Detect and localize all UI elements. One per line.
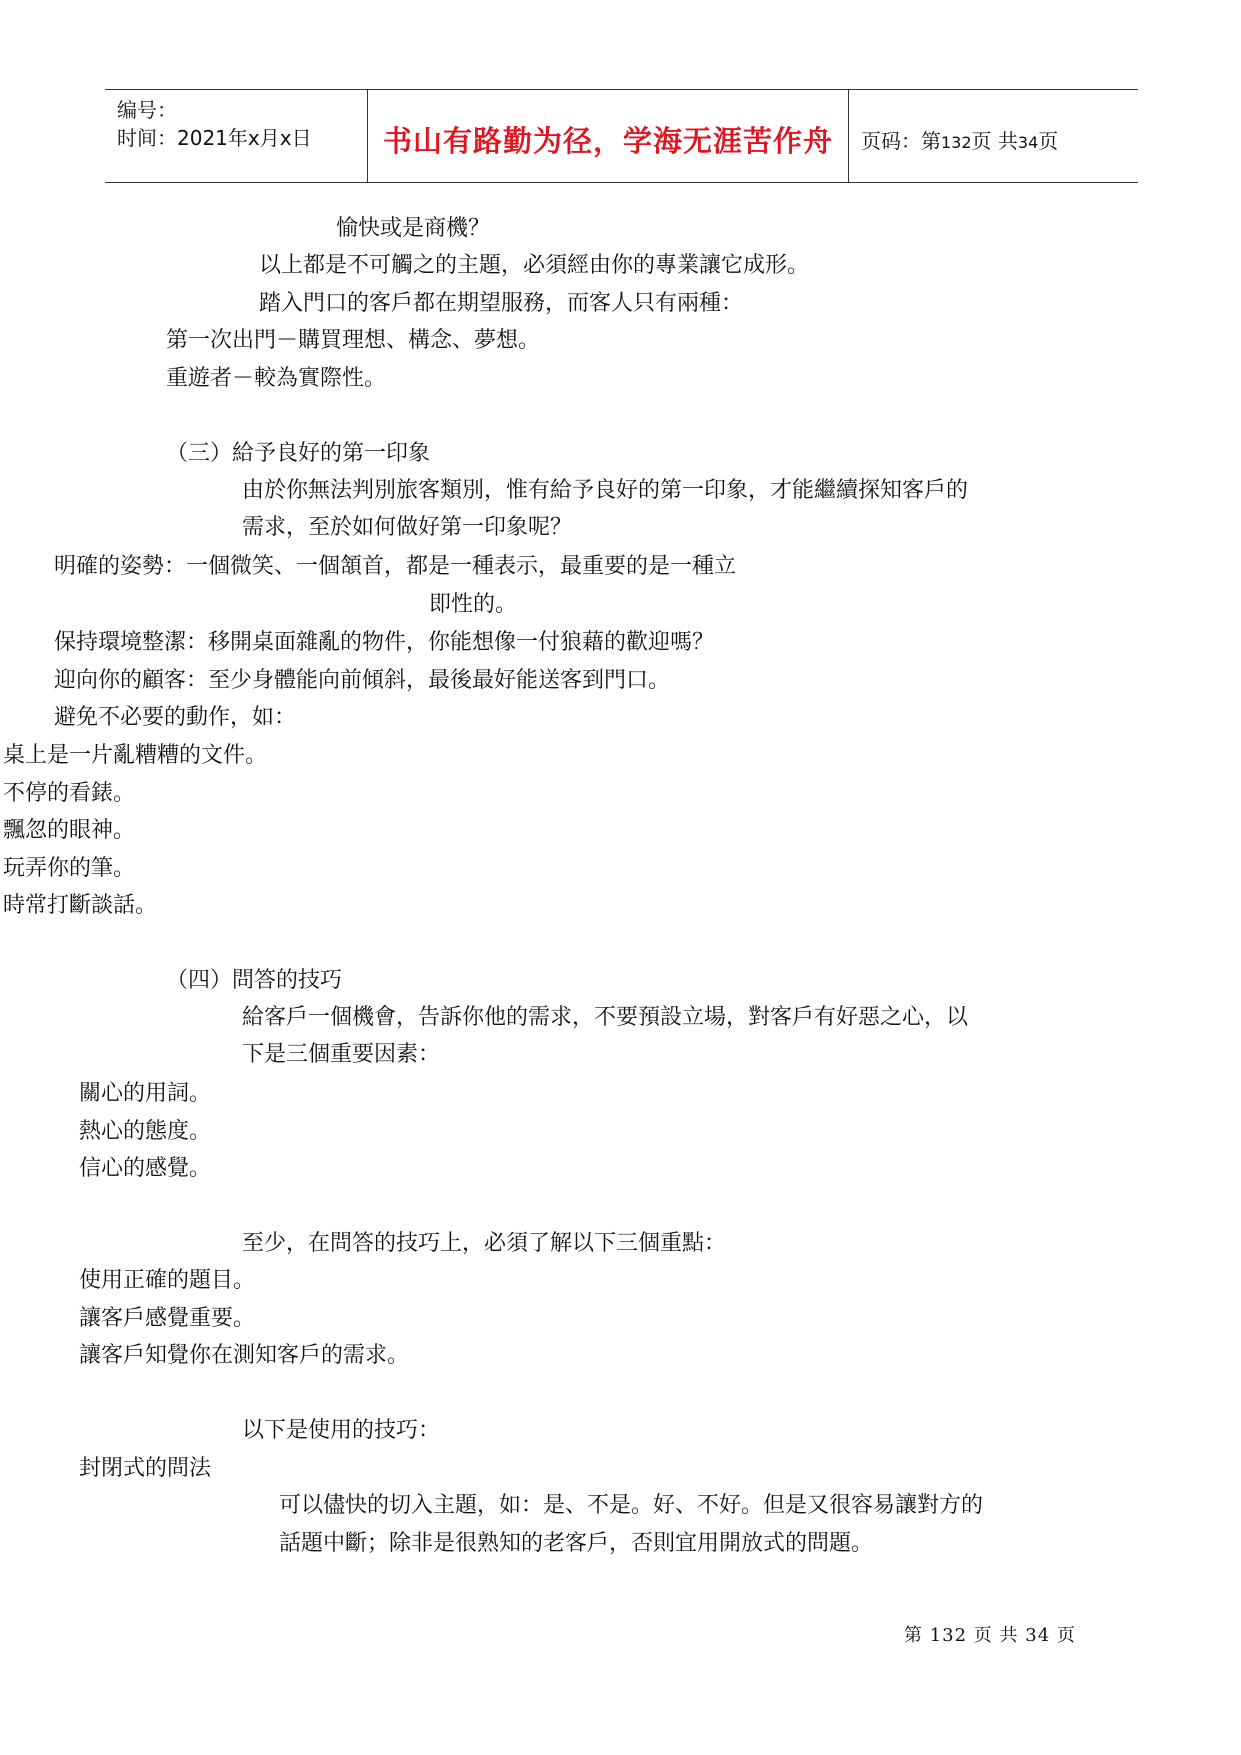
time-label: 时间：2021年x月x日	[117, 126, 312, 150]
body-line: 需求，至於如何做好第一印象呢？	[242, 515, 573, 540]
list-item: 封閉式的問法	[79, 1456, 212, 1481]
list-item: 熱心的態度。	[79, 1119, 212, 1144]
number-label: 编号：	[117, 98, 177, 122]
page-mid: 页 共	[971, 129, 1018, 153]
body-line: 重遊者－較為實際性。	[166, 366, 387, 391]
page-end: 页	[1038, 129, 1059, 153]
body-line: 以上都是不可觸之的主題，必須經由你的專業讓它成形。	[259, 253, 810, 278]
header-page-cell	[849, 90, 1138, 182]
page-number	[861, 125, 1058, 154]
body-line: 給客戶一個機會，告訴你他的需求，不要預設立場，對客戶有好惡之心，以	[242, 1005, 969, 1030]
body-line: 話題中斷；除非是很熟知的老客戶，否則宜用開放式的問題。	[279, 1531, 874, 1556]
body-line: 明確的姿勢：一個微笑、一個頷首，都是一種表示，最重要的是一種立	[54, 554, 737, 579]
list-item: 玩弄你的筆。	[3, 856, 136, 881]
page-label: 页码：第	[861, 129, 941, 153]
page-footer: 第 132 页 共 34 页	[904, 1625, 1076, 1646]
list-item: 飄忽的眼神。	[3, 818, 136, 843]
list-item: 關心的用詞。	[79, 1081, 212, 1106]
motto-text: 书山有路勤为径，学海无涯苦作舟	[382, 124, 833, 158]
body-line: 以下是使用的技巧：	[242, 1418, 441, 1443]
body-line: 下是三個重要因素：	[242, 1042, 441, 1067]
header-motto-cell	[368, 90, 849, 182]
list-item: 時常打斷談話。	[3, 893, 158, 918]
list-item: 讓客戶感覺重要。	[79, 1306, 256, 1331]
body-line: 至少，在問答的技巧上，必須了解以下三個重點：	[242, 1231, 727, 1256]
body-line: 避免不必要的動作，如：	[54, 705, 297, 730]
body-line: 愉快或是商機？	[336, 216, 491, 241]
document-header	[105, 89, 1138, 183]
header-meta-cell	[105, 90, 368, 182]
body-line: 由於你無法判別旅客類別，惟有給予良好的第一印象，才能繼續探知客戶的	[242, 478, 969, 503]
list-item: 使用正確的題目。	[79, 1268, 256, 1293]
body-line: 踏入門口的客戶都在期望服務，而客人只有兩種：	[259, 291, 744, 316]
page-current: 132	[941, 133, 972, 152]
list-item: 不停的看錶。	[3, 781, 136, 806]
body-line: 可以儘快的切入主題，如：是、不是。好、不好。但是又很容易讓對方的	[279, 1493, 984, 1518]
section-heading: （四）問答的技巧	[166, 968, 343, 993]
body-line: 保持環境整潔：移開桌面雜亂的物件，你能想像一付狼藉的歡迎嗎？	[54, 630, 715, 655]
list-item: 讓客戶知覺你在測知客戶的需求。	[79, 1343, 410, 1368]
list-item: 信心的感覺。	[79, 1156, 212, 1181]
body-line: 第一次出門－購買理想、構念、夢想。	[166, 328, 541, 353]
page-total: 34	[1017, 133, 1039, 152]
body-line: 即性的。	[429, 592, 518, 617]
section-heading: （三）給予良好的第一印象	[166, 441, 431, 466]
body-line: 迎向你的顧客：至少身體能向前傾斜，最後最好能送客到門口。	[54, 668, 671, 693]
list-item: 桌上是一片亂糟糟的文件。	[3, 743, 268, 768]
